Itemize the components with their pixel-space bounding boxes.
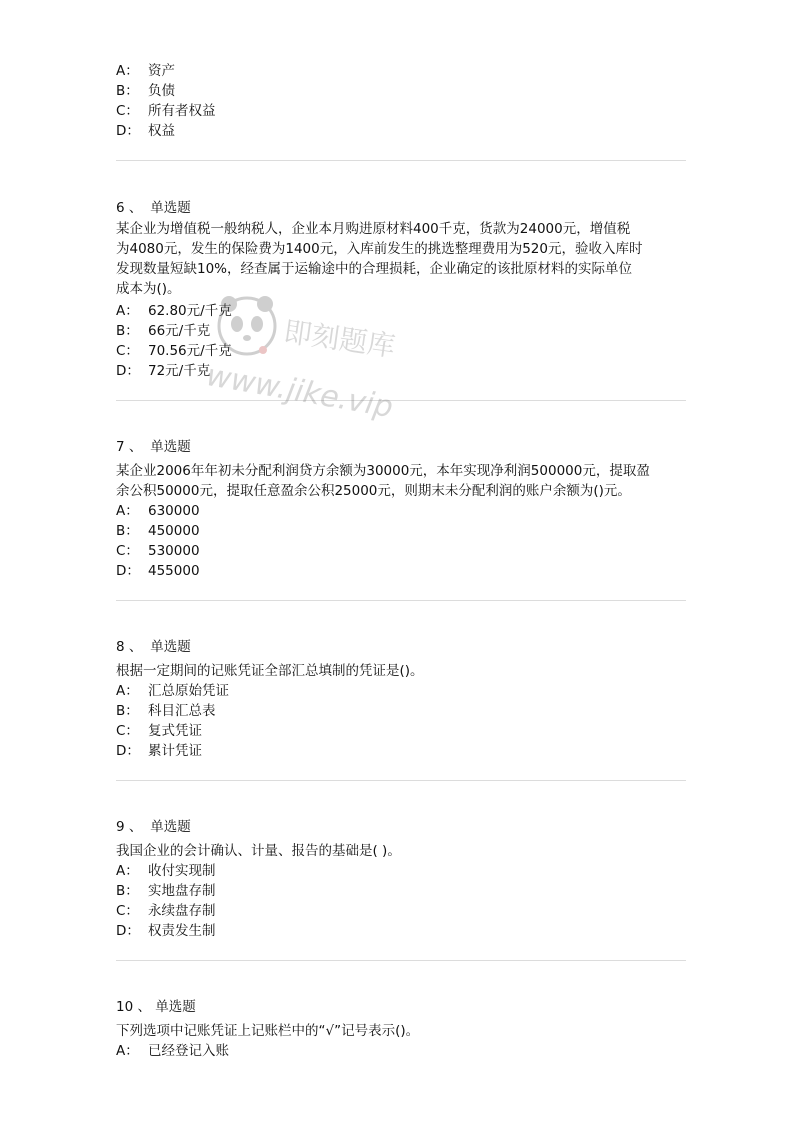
option-row <box>116 121 175 141</box>
question-type: 单选题 <box>150 200 191 216</box>
option-label: D： <box>116 923 140 939</box>
option-label: B： <box>116 83 139 99</box>
option-row <box>116 61 175 81</box>
option-row <box>116 501 200 521</box>
option-row <box>116 521 200 541</box>
option-label: C： <box>116 103 139 119</box>
option-label: B： <box>116 883 139 899</box>
watermark-brand: 即刻题库 <box>281 314 398 364</box>
option-row <box>116 101 216 121</box>
option-text: 实地盘存制 <box>148 883 216 899</box>
option-text: 权责发生制 <box>148 923 216 939</box>
option-label: B： <box>116 703 139 719</box>
option-text: 汇总原始凭证 <box>148 683 229 699</box>
option-row <box>116 921 216 941</box>
option-text: 62.80元/千克 <box>148 303 232 319</box>
option-label: A： <box>116 303 139 319</box>
option-row <box>116 81 175 101</box>
option-row <box>116 321 210 341</box>
question-stem <box>116 461 688 501</box>
watermark-url: www.jike.vip <box>203 358 396 426</box>
option-row <box>116 741 202 761</box>
option-text: 72元/千克 <box>148 363 211 379</box>
option-text: 永续盘存制 <box>148 903 216 919</box>
option-text: 450000 <box>148 523 200 539</box>
divider <box>116 960 686 961</box>
stem-line: 发现数量短缺10%，经查属于运输途中的合理损耗，企业确定的该批原材料的实际单位 <box>116 261 633 277</box>
option-text: 所有者权益 <box>148 103 216 119</box>
option-row <box>116 541 200 561</box>
option-text: 530000 <box>148 543 200 559</box>
option-label: A： <box>116 503 139 519</box>
question-type: 单选题 <box>155 999 196 1015</box>
option-text: 455000 <box>148 563 200 579</box>
question-stem <box>116 219 688 299</box>
option-text: 累计凭证 <box>148 743 202 759</box>
option-row <box>116 901 216 921</box>
question-number: 9 、 <box>116 819 143 835</box>
stem-line: 余公积50000元，提取任意盈余公积25000元，则期末未分配利润的账户余额为()元。 <box>116 483 631 499</box>
option-text: 复式凭证 <box>148 723 202 739</box>
option-text: 630000 <box>148 503 200 519</box>
option-label: B： <box>116 523 139 539</box>
question-stem <box>116 841 688 861</box>
panda-logo-icon <box>215 288 285 368</box>
option-text: 70.56元/千克 <box>148 343 232 359</box>
question-header <box>116 198 191 218</box>
question-number: 10 、 <box>116 999 151 1015</box>
option-text: 66元/千克 <box>148 323 211 339</box>
option-text: 负债 <box>148 83 175 99</box>
option-label: D： <box>116 563 140 579</box>
option-label: D： <box>116 123 140 139</box>
question-header <box>116 997 196 1017</box>
option-row <box>116 361 210 381</box>
divider <box>116 780 686 781</box>
option-row <box>116 721 202 741</box>
option-label: A： <box>116 63 139 79</box>
question-type: 单选题 <box>150 639 191 655</box>
stem-line: 某企业为增值税一般纳税人，企业本月购进原材料400千克，货款为24000元，增值税 <box>116 221 631 237</box>
question-stem <box>116 661 688 681</box>
option-label: B： <box>116 323 139 339</box>
option-text: 资产 <box>148 63 175 79</box>
divider <box>116 160 686 161</box>
option-label: D： <box>116 363 140 379</box>
option-row <box>116 881 216 901</box>
option-label: C： <box>116 903 139 919</box>
stem-line: 为4080元，发生的保险费为1400元，入库前发生的挑选整理费用为520元，验收入库时 <box>116 241 643 257</box>
option-label: C： <box>116 723 139 739</box>
question-type: 单选题 <box>150 439 191 455</box>
option-label: A： <box>116 863 139 879</box>
option-row <box>116 681 229 701</box>
option-label: A： <box>116 683 139 699</box>
question-header <box>116 637 191 657</box>
option-label: A： <box>116 1043 139 1059</box>
question-number: 6 、 <box>116 200 143 216</box>
stem-line: 某企业2006年年初未分配利润贷方余额为30000元，本年实现净利润500000元，提取盈 <box>116 463 650 479</box>
question-header <box>116 817 191 837</box>
watermark <box>203 288 435 428</box>
stem-line: 成本为()。 <box>116 281 181 297</box>
divider <box>116 600 686 601</box>
question-header <box>116 437 191 457</box>
option-text: 权益 <box>148 123 175 139</box>
option-label: C： <box>116 543 139 559</box>
option-label: D： <box>116 743 140 759</box>
question-number: 7 、 <box>116 439 143 455</box>
option-label: C： <box>116 343 139 359</box>
option-row <box>116 561 200 581</box>
stem-line: 根据一定期间的记账凭证全部汇总填制的凭证是()。 <box>116 663 424 679</box>
option-text: 科目汇总表 <box>148 703 216 719</box>
question-stem <box>116 1021 688 1041</box>
option-text: 已经登记入账 <box>148 1043 229 1059</box>
option-row <box>116 861 216 881</box>
question-type: 单选题 <box>150 819 191 835</box>
stem-line: 下列选项中记账凭证上记账栏中的“√”记号表示()。 <box>116 1023 420 1039</box>
option-row <box>116 1041 229 1061</box>
option-text: 收付实现制 <box>148 863 216 879</box>
question-number: 8 、 <box>116 639 143 655</box>
stem-line: 我国企业的会计确认、计量、报告的基础是( )。 <box>116 843 401 859</box>
option-row <box>116 701 216 721</box>
